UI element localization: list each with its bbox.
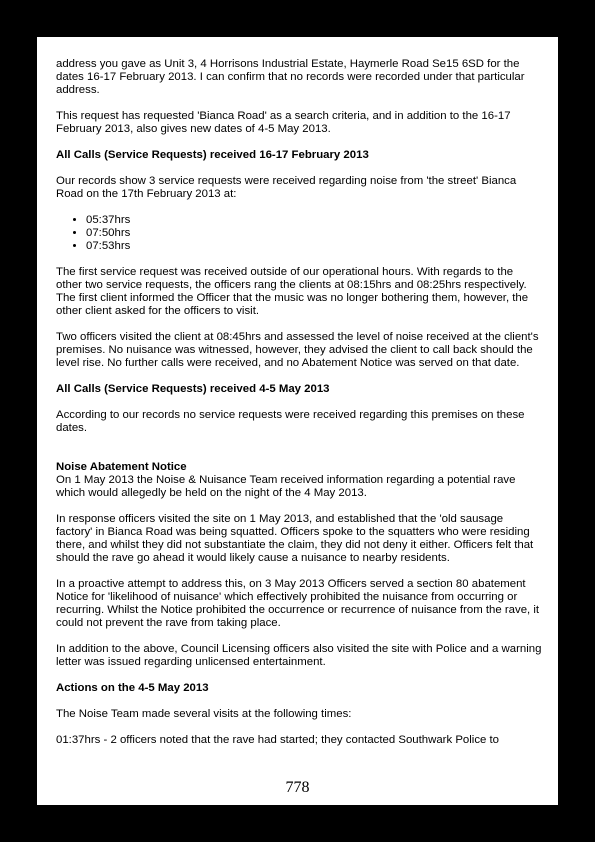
- document-page: [37, 37, 558, 805]
- paragraph-no-requests: According to our records no service requests were received regarding this premises on these dates.: [56, 409, 525, 434]
- times-list: [56, 214, 542, 253]
- paragraph-0137: 01:37hrs - 2 officers noted that the rave had started; they contacted Southwark Police to: [56, 734, 500, 746]
- paragraph-visits: The Noise Team made several visits at the following times:: [56, 708, 352, 720]
- page-number: 778: [285, 779, 310, 796]
- paragraph-rave-info: On 1 May 2013 the Noise & Nuisance Team received information regarding a potential rave which would allegedly be held on the night of the 4 May 2013.: [56, 474, 516, 499]
- spacer: [56, 448, 542, 461]
- paragraph-officers-visit: Two officers visited the client at 08:45hrs and assessed the level of noise received at the client's premises. No nuisance was witnessed, however, they advised the client to call back should the level rise. No further calls were received, and no Abatement Notice was served on that date.: [56, 331, 539, 369]
- list-item: • 05:37hrs: [86, 214, 542, 227]
- paragraph-address: address you gave as Unit 3, 4 Horrisons Industrial Estate, Haymerle Road Se15 6SD for the dates 16-17 February 2013. I can confirm that no records were recorded under that particular address.: [56, 58, 525, 96]
- paragraph-february-intro: Our records show 3 service requests were received regarding noise from 'the street' Bianca Road on the 17th February 2013 at:: [56, 175, 517, 200]
- paragraph-search-criteria: This request has requested 'Bianca Road' as a search criteria, and in addition to the 16-17 February 2013, also gives new dates of 4-5 May 2013.: [56, 110, 511, 135]
- heading-calls-february: All Calls (Service Requests) received 16-17 February 2013: [56, 149, 369, 161]
- paragraph-first-request: The first service request was received outside of our operational hours. With regards to the other two service requests, the officers rang the clients at 08:15hrs and 08:25hrs respectively. The first client informed the Officer that the music was no longer bothering them, however, the other client asked for the officers to visit.: [56, 266, 529, 317]
- heading-noise-abatement: Noise Abatement Notice: [56, 461, 187, 473]
- paragraph-licensing: In addition to the above, Council Licensing officers also visited the site with Police and a warning letter was issued regarding unlicensed entertainment.: [56, 643, 542, 668]
- list-item: • 07:50hrs: [86, 227, 542, 240]
- heading-calls-may: All Calls (Service Requests) received 4-5 May 2013: [56, 383, 330, 395]
- page-body: [56, 58, 542, 760]
- abatement-block: [56, 461, 542, 500]
- paragraph-section-80: In a proactive attempt to address this, on 3 May 2013 Officers served a section 80 abatement Notice for 'likelihood of nuisance' which effectively prohibited the nuisance from occurring or recurring. Whilst the Notice prohibited the occurrence or recurrence of nuisance from the rave, it could not prevent the rave from taking place.: [56, 578, 540, 629]
- heading-actions-may: Actions on the 4-5 May 2013: [56, 682, 209, 694]
- paragraph-site-visit: In response officers visited the site on 1 May 2013, and established that the 'old sausage factory' in Bianca Road was being squatted. Officers spoke to the squatters who were residing there, and whilst they did not substantiate the claim, they did not deny it either. Officers felt that should the rave go ahead it would likely cause a nuisance to nearby residents.: [56, 513, 534, 564]
- list-item: • 07:53hrs: [86, 240, 542, 253]
